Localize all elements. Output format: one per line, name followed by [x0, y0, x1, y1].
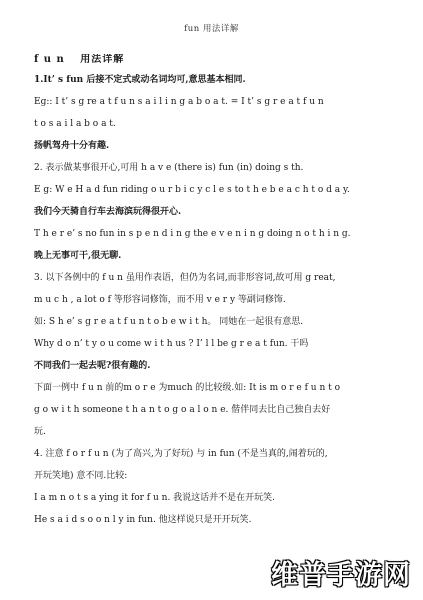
paragraph-line: 下面一例中 f u n 前的m o r e 为much 的比较级.如: It is m o r e f u n t o	[34, 383, 340, 393]
paragraph-line: 我们今天骑自行车去海滨玩得很开心.	[34, 207, 182, 217]
paragraph-line: t o s a i l a b o a t.	[34, 119, 116, 129]
paragraph-line: 1.It’ s fun 后接不定式或动名词均可,意思基本相同.	[34, 75, 246, 85]
paragraph-line: He s a i d s o o n l y in fun. 他这样说只是开开玩笑.	[34, 515, 252, 525]
paragraph-line: Why d o n’ t y o u come w i t h us ? I’ l l be g r e a t fun. 干吗	[34, 339, 309, 349]
paragraph-line: m u c h , a lot o f 等形容词修饰，而不用 v e r y 等副词修饰.	[34, 295, 286, 305]
paragraph-line: 开玩笑地) 意不同.比较:	[34, 471, 128, 481]
paragraph-line: 不同我们一起去呢?很有趣的.	[34, 361, 151, 371]
paragraph-line: 晚上无事可干,很无聊.	[34, 251, 122, 261]
site-watermark: 维普手游网	[271, 560, 411, 591]
paragraph-line: 扬帆驾舟十分有趣.	[34, 141, 110, 151]
paragraph-line: Eg:: I t’ s g re a t f u n s a i l i n g a b o a t. = I t’ s g r e a t f u n	[34, 97, 324, 107]
document-body	[34, 54, 394, 526]
paragraph-line: T h e r e’ s no fun in s p e n d i n g the e v e n i n g doing n o t h i n g.	[34, 229, 351, 239]
paragraph-line: g o w i t h someone t h a n t o g o a l o n e. 偕伴同去比自己独自去好	[34, 405, 331, 415]
paragraph-line: E g: W e H a d fun riding o u r b i c y c l e s to t h e b e a c h t o d a y.	[34, 185, 350, 195]
paragraph-line: 3. 以下各例中的 f u n 虽用作表语，但仍为名词,而非形容词,故可用 g reat,	[34, 273, 336, 283]
paragraph-line: 玩.	[34, 427, 46, 437]
paragraph-line: 4. 注意 f o r f u n (为了高兴,为了好玩) 与 in fun (不是当真的,闹着玩的,	[34, 449, 328, 459]
paragraph-line: 2. 表示做某事很开心,可用 h a v e (there is) fun (in) doing s th.	[34, 163, 304, 173]
page-header: fun 用法详解	[184, 24, 239, 34]
paragraph-line: I a m n o t s a ying it for f u n. 我说这话并不是在开玩笑.	[34, 493, 276, 503]
paragraph-line: 如: S h e’ s g r e a t f u n t o b e w i t h。 同她在一起很有意思.	[34, 317, 304, 327]
document-heading: f u n 用法详解	[34, 54, 125, 65]
